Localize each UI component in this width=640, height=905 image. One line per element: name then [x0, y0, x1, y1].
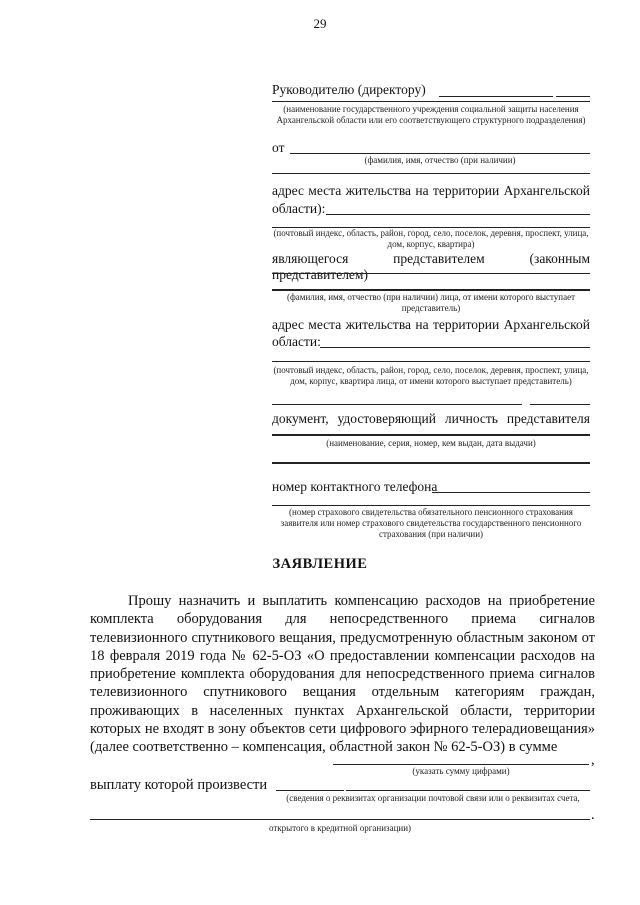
rep-address-field-line[interactable] — [320, 347, 590, 348]
rep-address-caption: (почтовый индекс, область, район, город, село, поселок, деревня, проспект, улица, дом, корпус, квартира лица, от имени которого выступает представитель) — [273, 365, 589, 386]
payout-label: выплату которой произвести — [90, 777, 268, 793]
phone-field-line[interactable] — [432, 492, 590, 493]
from-field-line[interactable] — [290, 153, 590, 154]
amount-field-line[interactable] — [333, 764, 589, 765]
amount-comma: , — [591, 752, 595, 768]
institution-caption: (наименование государственного учреждения социальной защиты населения Архангельской области или его соответствующего структурного подразделения) — [276, 104, 586, 125]
rep-address-field-line-3[interactable] — [272, 404, 522, 405]
rep-address-field-line-2[interactable] — [272, 361, 590, 362]
institution-field-line[interactable] — [272, 101, 590, 102]
document-field-line-2[interactable] — [272, 462, 590, 464]
document-label: документ, удостоверяющий личность представителя — [272, 411, 590, 426]
from-caption: (фамилия, имя, отчество (при наличии) — [364, 155, 516, 165]
to-label: Руководителю (директору) — [272, 82, 426, 97]
requisites-field-line[interactable] — [90, 819, 590, 820]
representative-field-line[interactable] — [272, 273, 590, 274]
rep-address-field-line-3-end[interactable] — [530, 404, 590, 405]
snils-caption: (номер страхового свидетельства обязательного пенсионного страхования заявителя или номер страхового свидетельства государственного пенсионного страхования (при наличии) — [280, 507, 582, 539]
statement-body — [90, 592, 595, 757]
representative-label: являющегося представителем (законным представителем) — [272, 251, 590, 282]
payout-field-line[interactable] — [276, 790, 344, 791]
requisites-caption: (сведения о реквизитах организации почтовой связи или о реквизитах счета, — [286, 793, 580, 803]
address-field-line[interactable] — [326, 214, 590, 215]
from-field-line-2[interactable] — [272, 173, 590, 174]
payout-field-line-end[interactable] — [346, 790, 590, 791]
rep-address-label-2: области: — [272, 334, 321, 349]
amount-caption: (указать сумму цифрами) — [412, 766, 510, 776]
requisites-period: . — [591, 807, 595, 823]
to-field-line[interactable] — [439, 96, 553, 97]
document-caption: (наименование, серия, номер, кем выдан, дата выдачи) — [326, 438, 536, 448]
to-field-line-end[interactable] — [556, 96, 590, 97]
representative-caption: (фамилия, имя, отчество (при наличии) лица, от имени которого выступает представитель) — [286, 292, 576, 313]
document-title: ЗАЯВЛЕНИЕ — [272, 556, 368, 572]
address-label-2: области): — [272, 201, 326, 216]
address-caption: (почтовый индекс, область, район, город, село, поселок, деревня, проспект, улица, дом, корпус, квартира) — [273, 228, 589, 249]
statement-paragraph: Прошу назначить и выплатить компенсацию расходов на приобретение комплекта оборудования для непосредственного приема сигналов телевизионного спутникового вещания, предусмотренную областным законом от 18 февраля 2019 года № 62-5-ОЗ «О предоставлении компенсации расходов на приобретение комплекта оборудования для непосредственного приема сигналов телевизионного спутникового вещания отдельным категориям граждан, проживающих в населенных пунктах Архангельской области, территории которых не входят в зону объектов сети цифрового эфирного телерадиовещания» (далее соответственно – компенсация, областной закон № 62-5-ОЗ) в сумме — [90, 593, 595, 756]
page-number: 29 — [313, 16, 327, 31]
requisites-caption-2: открытого в кредитной организации) — [268, 823, 412, 833]
snils-field-line[interactable] — [272, 505, 590, 506]
from-label: от — [272, 140, 285, 155]
representative-field-line-2[interactable] — [272, 289, 590, 291]
address-label: адрес места жительства на территории Архангельской — [272, 183, 590, 198]
phone-label: номер контактного телефона — [272, 479, 438, 494]
rep-address-label: адрес места жительства на территории Архангельской — [272, 317, 590, 332]
document-field-line[interactable] — [272, 434, 590, 436]
